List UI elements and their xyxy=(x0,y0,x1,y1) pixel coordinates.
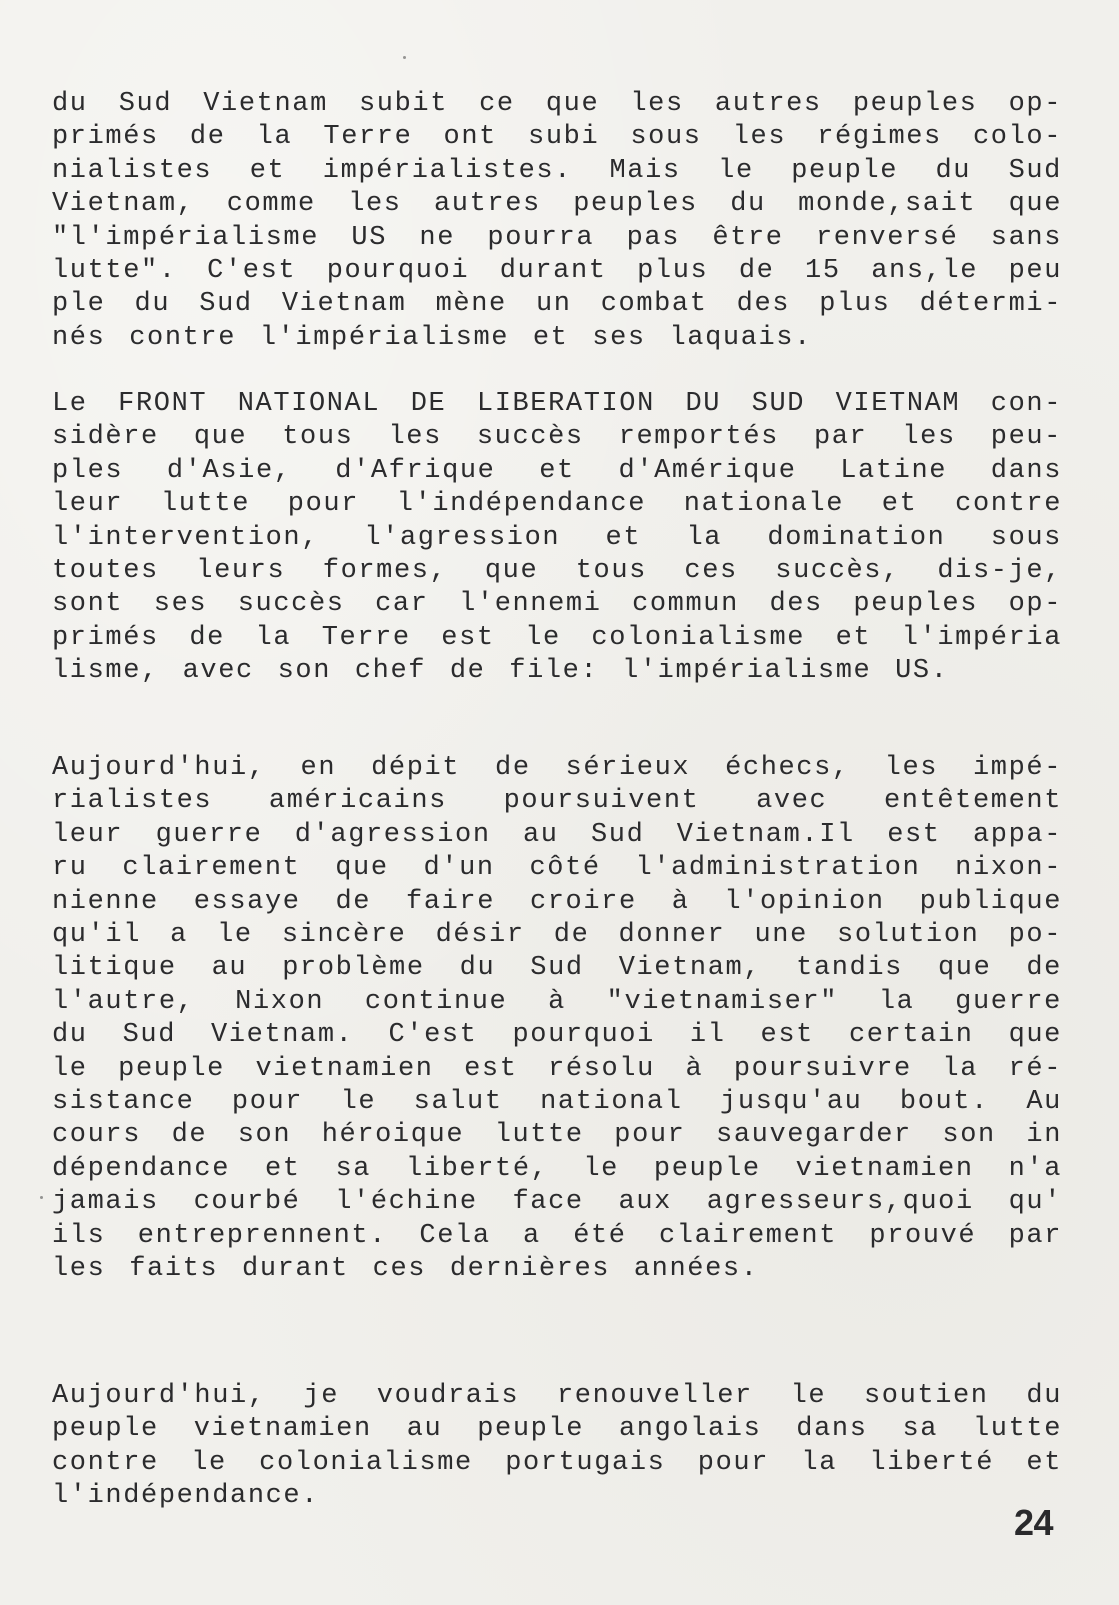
text-line: ru clairement que d'un côté l'administration nixon- xyxy=(52,853,1062,884)
text-line: ple du Sud Vietnam mène un combat des plus détermi- xyxy=(52,289,1062,320)
paper-speck xyxy=(40,1196,43,1199)
text-line: ils entreprennent. Cela a été clairement prouvé par xyxy=(52,1220,1062,1251)
text-line: nialistes et impérialistes. Mais le peuple du Sud xyxy=(52,155,1062,186)
paragraph-3 xyxy=(52,752,1062,1287)
text-line: jamais courbé l'échine face aux agresseurs,quoi qu' xyxy=(52,1187,1062,1218)
text-line: sidère que tous les succès remportés par les peu- xyxy=(52,422,1062,453)
text-line: Aujourd'hui, je voudrais renouveller le soutien du xyxy=(52,1381,1062,1411)
text-line: nienne essaye de faire croire à l'opinion publique xyxy=(52,886,1062,917)
text-line: lutte". C'est pourquoi durant plus de 15 ans,le peu xyxy=(52,256,1062,287)
text-line: l'autre, Nixon continue à "vietnamiser" la guerre xyxy=(52,986,1062,1017)
paragraph-2 xyxy=(52,388,1062,689)
text-line: leur guerre d'agression au Sud Vietnam.Il est appa- xyxy=(52,819,1062,850)
text-line: primés de la Terre ont subi sous les régimes colo- xyxy=(52,122,1062,153)
text-line: litique au problème du Sud Vietnam, tandis que de xyxy=(52,953,1062,984)
text-line: Le FRONT NATIONAL DE LIBERATION DU SUD VIETNAM con- xyxy=(52,389,1062,419)
text-line: Vietnam, comme les autres peuples du monde,sait que xyxy=(52,189,1062,220)
text-line: sistance pour le salut national jusqu'au bout. Au xyxy=(52,1087,1062,1118)
text-line: l'intervention, l'agression et la domination sous xyxy=(52,522,1062,553)
text-line: du Sud Vietnam subit ce que les autres peuples op- xyxy=(52,89,1062,119)
paragraph-4 xyxy=(52,1380,1062,1514)
paper-speck xyxy=(403,56,406,59)
text-line: toutes leurs formes, que tous ces succès, dis-je, xyxy=(52,556,1062,587)
text-line: primés de la Terre est le colonialisme et l'impéria xyxy=(52,622,1062,653)
text-line: le peuple vietnamien est résolu à poursuivre la ré- xyxy=(52,1053,1062,1084)
text-line: leur lutte pour l'indépendance nationale et contre xyxy=(52,489,1062,520)
text-line: les faits durant ces dernières années. xyxy=(52,1254,759,1285)
text-line: rialistes américains poursuivent avec entêtement xyxy=(52,786,1062,817)
page-number: 24 xyxy=(1013,1502,1053,1543)
text-line: peuple vietnamien au peuple angolais dans sa lutte xyxy=(52,1414,1062,1445)
paragraph-1 xyxy=(52,88,1062,355)
text-line: du Sud Vietnam. C'est pourquoi il est certain que xyxy=(52,1020,1062,1051)
text-line: contre le colonialisme portugais pour la liberté et xyxy=(52,1447,1062,1478)
text-line: nés contre l'impérialisme et ses laquais. xyxy=(52,322,812,353)
text-line: qu'il a le sincère désir de donner une solution po- xyxy=(52,920,1062,951)
text-line: sont ses succès car l'ennemi commun des peuples op- xyxy=(52,589,1062,620)
text-line: l'indépendance. xyxy=(52,1481,320,1512)
text-line: "l'impérialisme US ne pourra pas être renversé sans xyxy=(52,222,1062,253)
text-line: Aujourd'hui, en dépit de sérieux échecs, les impé- xyxy=(52,753,1062,783)
text-line: dépendance et sa liberté, le peuple vietnamien n'a xyxy=(52,1153,1062,1184)
text-line: cours de son héroique lutte pour sauvegarder son in xyxy=(52,1120,1062,1151)
text-line: ples d'Asie, d'Afrique et d'Amérique Latine dans xyxy=(52,455,1062,486)
text-line: lisme, avec son chef de file: l'impérialisme US. xyxy=(52,656,949,687)
